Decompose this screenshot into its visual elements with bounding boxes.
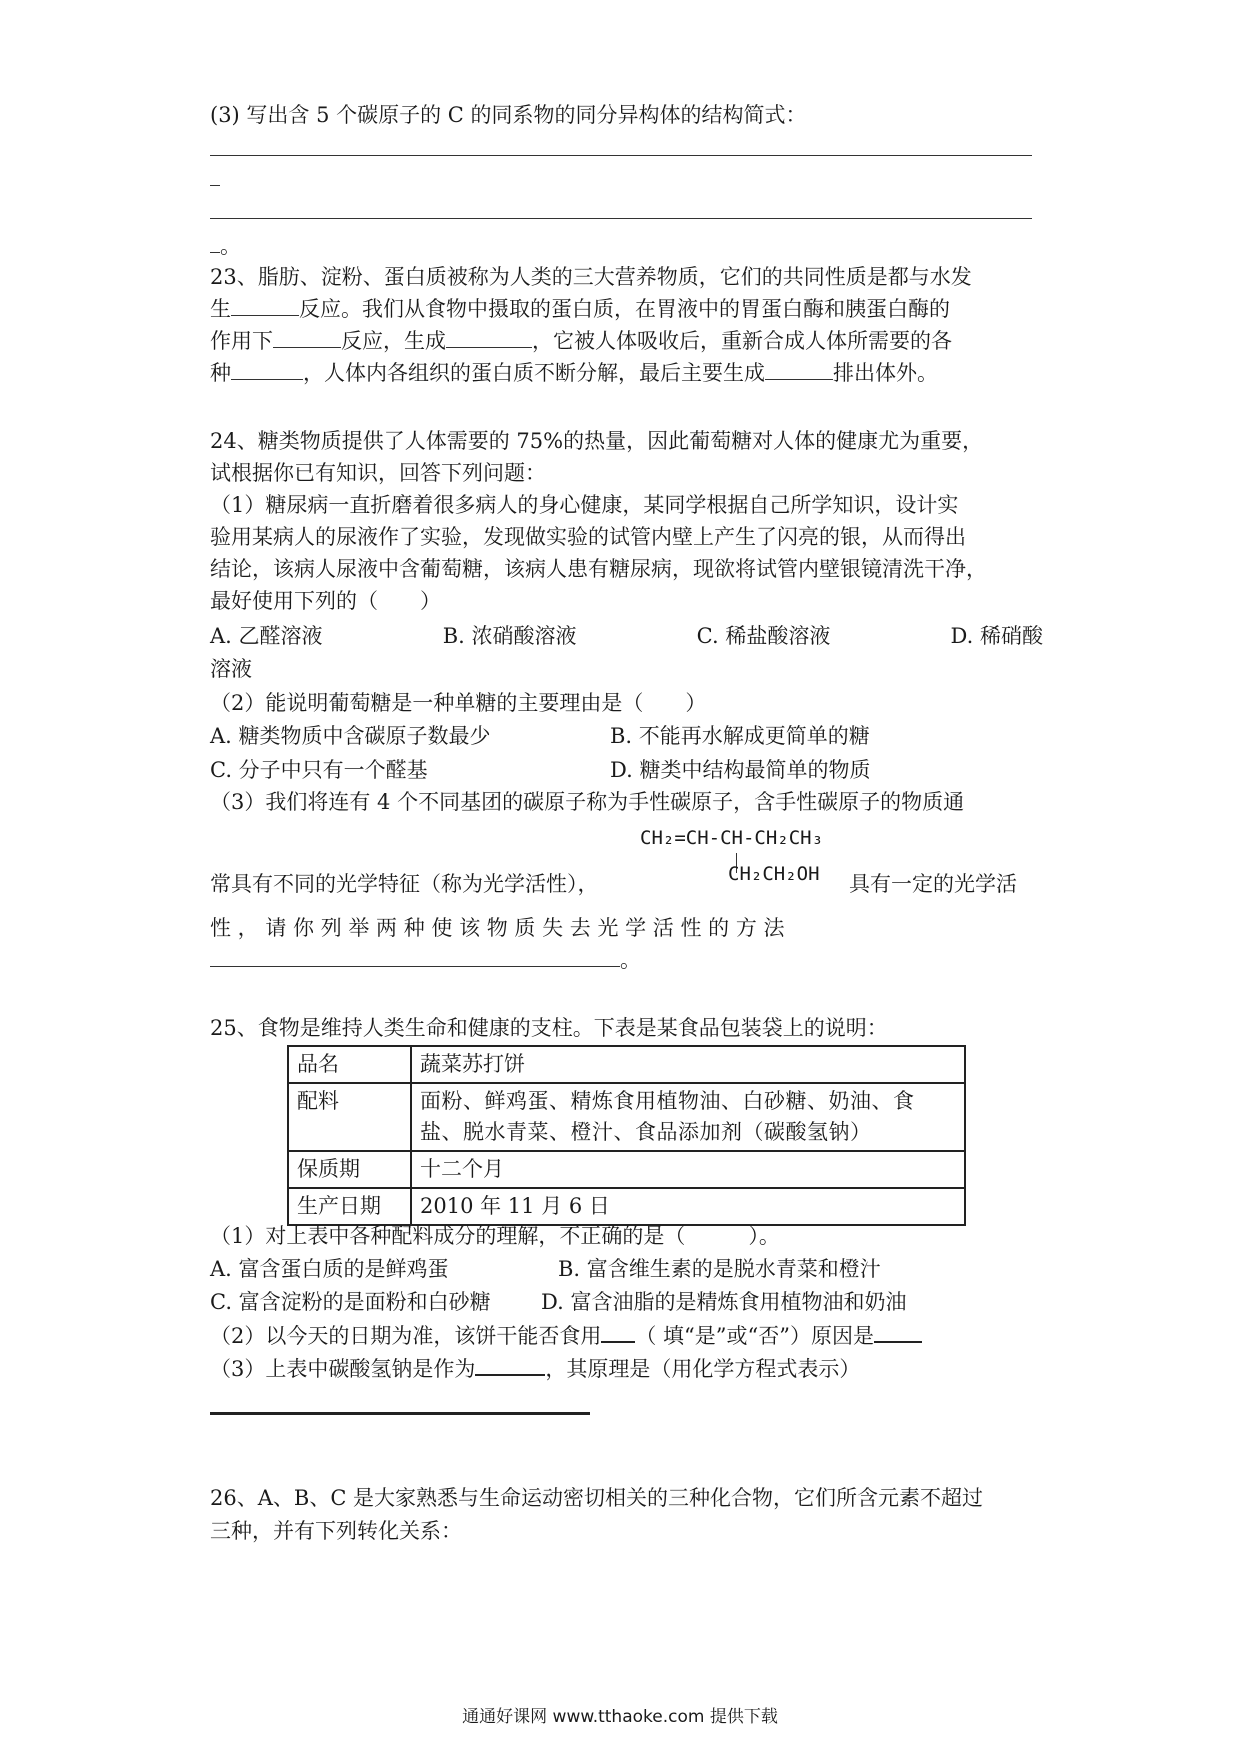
q24-p3-line2b: 具有一定的光学活 — [849, 872, 1017, 896]
q24-p3-line2a: 常具有不同的光学特征（称为光学活性）， — [210, 872, 599, 896]
q24-p2-option-a: A. 糖类物质中含碳原子数最少 — [210, 724, 491, 748]
q25-p3: （3）上表中碳酸氢钠是作为 ，其原理是（用化学方程式表示） — [210, 1357, 861, 1381]
answer-line — [210, 155, 1032, 156]
q24-p2-option-b: B. 不能再水解成更简单的糖 — [610, 724, 870, 748]
table-row — [288, 1151, 965, 1188]
option-d: D. 稀硝酸 — [950, 624, 1043, 648]
q23-line3: 作用下 反应，生成 ，它被人体吸收后，重新合成人体所需要的各 — [210, 329, 952, 353]
q24-p2-option-d: D. 糖类中结构最简单的物质 — [610, 758, 871, 782]
q24-p1-line1: （1）糖尿病一直折磨着很多病人的身心健康，某同学根据自己所学知识，设计实 — [210, 493, 959, 517]
table-row — [288, 1083, 965, 1151]
table-value: 十二个月 — [411, 1151, 965, 1188]
q26-line2: 三种，并有下列转化关系： — [210, 1519, 462, 1543]
answer-blank — [601, 1323, 635, 1343]
answer-blank — [210, 948, 620, 967]
answer-blank — [231, 297, 299, 316]
q26-line1: 26、A、B、C 是大家熟悉与生命运动密切相关的三种化合物，它们所含元素不超过 — [210, 1486, 984, 1510]
table-key: 生产日期 — [288, 1188, 411, 1225]
answer-blank — [765, 361, 833, 380]
page-footer: 通通好课网 www.tthaoke.com 提供下载 — [462, 1707, 778, 1727]
q24-p1-line2: 验用某病人的尿液作了实验，发现做实验的试管内壁上产生了闪亮的银，从而得出 — [210, 525, 966, 549]
answer-line — [210, 218, 1032, 219]
table-key: 品名 — [288, 1046, 411, 1083]
q25-p1-option-a: A. 富含蛋白质的是鲜鸡蛋 — [210, 1257, 449, 1281]
option-b: B. 浓硝酸溶液 — [442, 624, 577, 648]
table-key: 配料 — [288, 1083, 411, 1151]
q25-p1-option-b: B. 富含维生素的是脱水青菜和橙汁 — [558, 1257, 881, 1281]
table-value: 蔬菜苏打饼 — [411, 1046, 965, 1083]
option-a: A. 乙醛溶液 — [210, 624, 323, 648]
structural-formula-main-chain: CH₂=CH-CH-CH₂CH₃ — [640, 827, 824, 849]
q24-p1-options-cont: 溶液 — [210, 657, 252, 681]
q23-line1: 23、脂肪、淀粉、蛋白质被称为人类的三大营养物质，它们的共同性质是都与水发 — [210, 265, 972, 289]
table-value: 2010 年 11 月 6 日 — [411, 1188, 965, 1225]
answer-blank — [273, 329, 341, 348]
q23-line4: 种 ，人体内各组织的蛋白质不断分解，最后主要生成 排出体外。 — [210, 361, 938, 385]
q25-p1-option-d: D. 富含油脂的是精炼食用植物油和奶油 — [541, 1290, 907, 1314]
q22-end: 。 — [210, 230, 241, 260]
option-c: C. 稀盐酸溶液 — [696, 624, 831, 648]
q24-p3-line4: 。 — [210, 944, 641, 974]
table-key: 保质期 — [288, 1151, 411, 1188]
q24-p3-line1: （3）我们将连有 4 个不同基团的碳原子称为手性碳原子，含手性碳原子的物质通 — [210, 790, 965, 814]
answer-blank — [874, 1323, 922, 1343]
table-row — [288, 1046, 965, 1083]
q24-p2: （2）能说明葡萄糖是一种单糖的主要理由是（ ） — [210, 691, 707, 715]
q22-part3: (3) 写出含 5 个碳原子的 C 的同系物的同分异构体的结构简式： — [210, 103, 807, 127]
answer-blank — [210, 234, 220, 253]
q24-p3-line3: 性 ， 请 你 列 举 两 种 使 该 物 质 失 去 光 学 活 性 的 方 法 — [210, 916, 785, 940]
answer-line — [210, 185, 220, 186]
q24-p1-line3: 结论，该病人尿液中含葡萄糖，该病人患有糖尿病，现欲将试管内壁银镜清洗干净， — [210, 557, 987, 581]
q24-p1-options — [210, 620, 1043, 650]
q25-line1: 25、食物是维持人类生命和健康的支柱。下表是某食品包装袋上的说明： — [210, 1016, 888, 1040]
answer-blank — [446, 329, 532, 348]
q25-p2: （2）以今天的日期为准，该饼干能否食用 （ 填“是”或“否”）原因是 — [210, 1320, 922, 1350]
q24-line2: 试根据你已有知识，回答下列问题： — [210, 461, 546, 485]
food-info-table — [287, 1045, 966, 1226]
answer-blank — [231, 361, 303, 380]
structural-formula-branch: CH₂CH₂OH — [728, 863, 820, 885]
table-value: 面粉、鲜鸡蛋、精炼食用植物油、白砂糖、奶油、食盐、脱水青菜、橙汁、食品添加剂（碳酸氢钠） — [411, 1083, 965, 1151]
q24-p2-option-c: C. 分子中只有一个醛基 — [210, 758, 428, 782]
q25-p1-option-c: C. 富含淀粉的是面粉和白砂糖 — [210, 1290, 491, 1314]
q24-p1-line4: 最好使用下列的（ ） — [210, 589, 441, 613]
q25-p1: （1）对上表中各种配料成分的理解，不正确的是（ ）。 — [210, 1224, 780, 1248]
answer-line — [210, 1412, 590, 1415]
q23-line2: 生 反应。我们从食物中摄取的蛋白质，在胃液中的胃蛋白酶和胰蛋白酶的 — [210, 297, 950, 321]
answer-blank — [475, 1356, 545, 1376]
q24-line1: 24、糖类物质提供了人体需要的 75%的热量，因此葡萄糖对人体的健康尤为重要， — [210, 429, 984, 453]
